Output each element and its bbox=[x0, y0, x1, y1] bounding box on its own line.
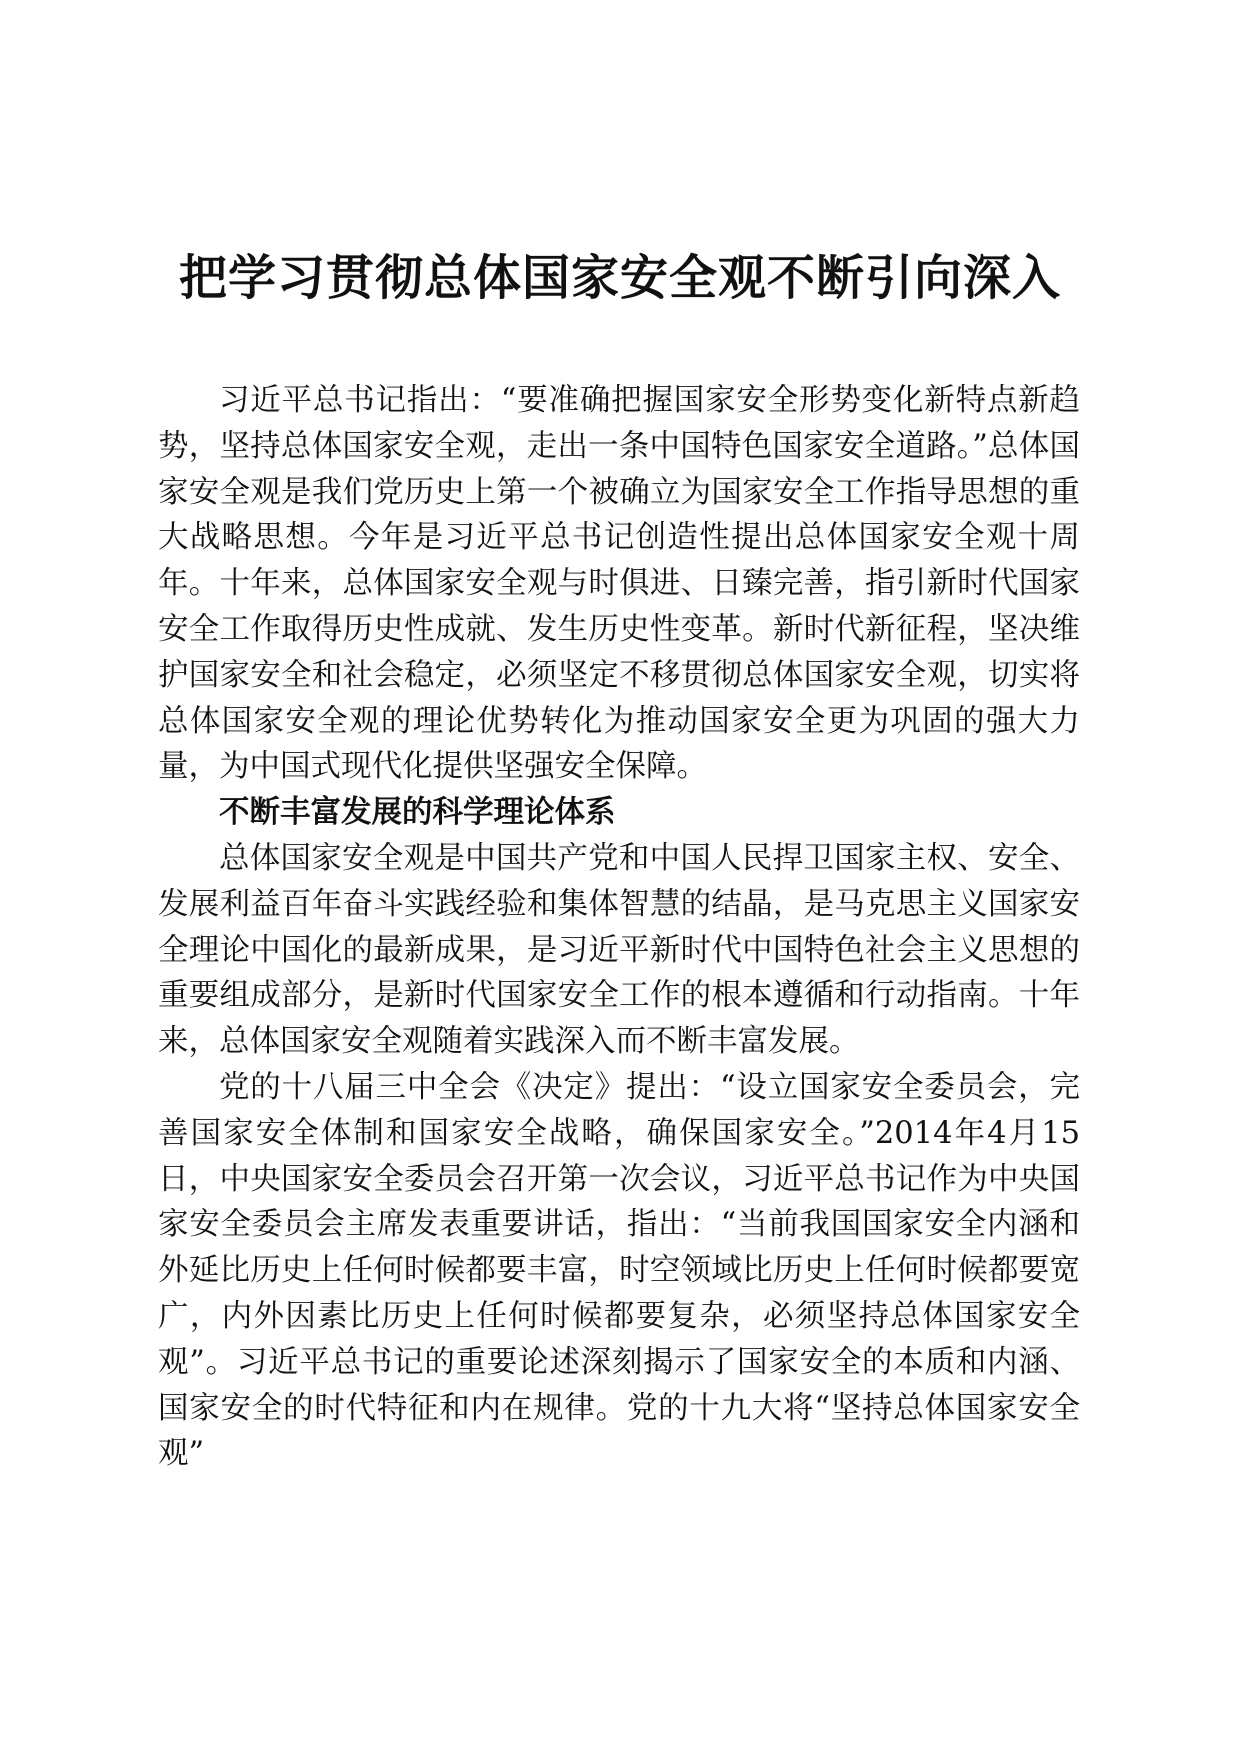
body-paragraph: 党的十八届三中全会《决定》提出：“设立国家安全委员会，完善国家安全体制和国家安全战略，确保国家安全。”2014年4月15日，中央国家安全委员会召开第一次会议，习近平总书记作为中央国家安全委员会主席发表重要讲话，指出：“当前我国国家安全内涵和外延比历史上任何时候都要丰富，时空领域比历史上任何时候都要宽广，内外因素比历史上任何时候都要复杂，必须坚持总体国家安全观”。习近平总书记的重要论述深刻揭示了国家安全的本质和内涵、国家安全的时代特征和内在规律。党的十九大将“坚持总体国家安全观” bbox=[158, 1069, 1080, 1472]
document-body bbox=[158, 378, 1080, 1477]
section-heading: 不断丰富发展的科学理论体系 bbox=[219, 795, 616, 831]
intro-paragraph: 习近平总书记指出：“要准确把握国家安全形势变化新特点新趋势，坚持总体国家安全观，走出一条中国特色国家安全道路。”总体国家安全观是我们党历史上第一个被确立为国家安全工作指导思想的重大战略思想。今年是习近平总书记创造性提出总体国家安全观十周年。十年来，总体国家安全观与时俱进、日臻完善，指引新时代国家安全工作取得历史性成就、发生历史性变革。新时代新征程，坚决维护国家安全和社会稳定，必须坚定不移贯彻总体国家安全观，切实将总体国家安全观的理论优势转化为推动国家安全更为巩固的强大力量，为中国式现代化提供坚强安全保障。 bbox=[158, 383, 1080, 785]
document-title: 把学习贯彻总体国家安全观不断引向深入 bbox=[178, 250, 1061, 306]
body-paragraph: 总体国家安全观是中国共产党和中国人民捍卫国家主权、安全、发展利益百年奋斗实践经验和集体智慧的结晶，是马克思主义国家安全理论中国化的最新成果，是习近平新时代中国特色社会主义思想的重要组成部分，是新时代国家安全工作的根本遵循和行动指南。十年来，总体国家安全观随着实践深入而不断丰富发展。 bbox=[158, 840, 1080, 1060]
